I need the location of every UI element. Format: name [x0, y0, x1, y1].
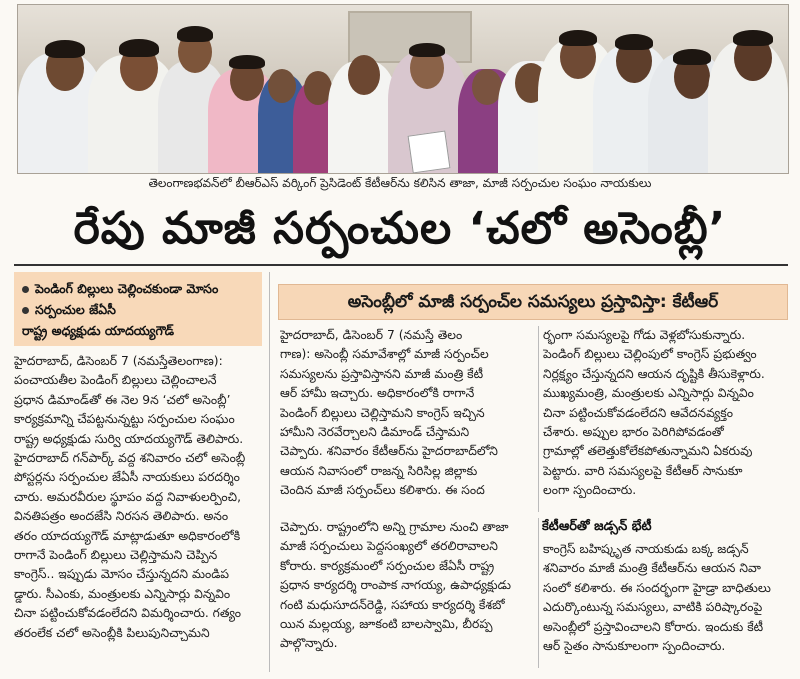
- summary-bullets: [14, 272, 262, 346]
- text-line: పోస్టర్లను సర్పంచుల జేఏసీ నాయకులు పరదర్శిం: [14, 470, 240, 485]
- section-title-judson: కేటీఆర్‌తో జడ్సన్ భేటీ: [542, 519, 652, 534]
- text-line: సమస్యలను ప్రస్తావిస్తానని మాజీ మంత్రి కేటీ: [280, 366, 484, 381]
- text-line: హైదరాబాద్, డిసెంబర్ 7 (నమస్తేతెలంగాణ):: [14, 354, 223, 368]
- mid-article-column: [280, 326, 534, 501]
- text-line: యిన మల్లయ్య, జూకంటి బాలస్వామి, బీరప్ప: [280, 617, 493, 632]
- text-line: ప్రధాన కార్యదర్శి రాంపాక నాగయ్య, ఉపాధ్యక్షుడు: [280, 578, 511, 593]
- headline-rule: [14, 264, 788, 266]
- photo-caption: తెలంగాణభవన్‌లో బీఆర్‌ఎస్ వర్కింగ్ ప్రెసిడెంట్ కేటీఆర్‌ను కలిసిన తాజా, మాజీ సర్పంచుల సంఘం నాయకులు: [148, 176, 652, 190]
- text-line: హైదరాబాద్, డిసెంబర్ 7 (నమస్తే తెలం: [280, 328, 463, 342]
- text-line: నిర్లక్ష్యం చేస్తున్నదని ఆయన దృష్టికి తీసుకెళ్లారు.: [543, 366, 765, 381]
- text-line: గాణ): అసెంబ్లీ సమావేశాల్లో మాజీ సర్పంచ్‌ల: [280, 347, 489, 362]
- text-line: లంగా స్పందించారు.: [543, 483, 637, 498]
- text-line: ప్రధాన డిమాండ్‌తో ఈ నెల 9న ‘చలో అసెంబ్లీ’: [14, 392, 231, 407]
- column-divider: [269, 272, 270, 672]
- text-line: పంచాయతీల పెండింగ్ బిల్లులు చెల్లించాలనే: [14, 373, 217, 388]
- text-line: చినా పట్టించుకోవడంలేదని ఆవేదనవ్యక్తం: [543, 405, 733, 420]
- left-article-column: [14, 352, 264, 643]
- bullet-item: పెండింగ్ బిల్లులు చెల్లించకుండా మోసం: [22, 278, 254, 299]
- text-line: పాల్గొన్నారు.: [280, 636, 338, 651]
- text-line: ఆయన నివాసంలో రాజన్న సిరిసిల్ల జిల్లాకు: [280, 463, 478, 478]
- text-line: చేశారు. అప్పుల భారం పెరిగిపోవడంతో: [543, 425, 724, 440]
- bullet-dot-icon: [22, 286, 29, 293]
- bullet-item: సర్పంచుల జేఏసీ: [22, 299, 254, 320]
- text-line: కార్యక్రమాన్ని చేపట్టనున్నట్టు సర్పంచుల సంఘం: [14, 412, 235, 427]
- text-line: శనివారం మాజీ మంత్రి కేటీఆర్‌ను ఆయన నివా: [543, 561, 761, 576]
- right-article-column: [543, 326, 788, 501]
- headline: రేపు మాజీ సర్పంచుల ‘చలో అసెంబ్లీ’: [73, 203, 727, 254]
- text-line: కోరారు. కార్యక్రమంలో సర్పంచుల జేఏసీ రాష్ట్ర: [280, 558, 495, 573]
- text-line: ఆర్ సైతం సానుకూలంగా స్పందించారు.: [543, 639, 726, 654]
- text-line: చెందిన మాజీ సర్పంచ్‌లు కలిశారు. ఈ సంద: [280, 483, 485, 498]
- text-line: మాజీ సర్పంచులు పెద్దసంఖ్యలో తరలిరావాలని: [280, 539, 498, 554]
- text-line: చారు. అమరవీరుల స్థూపం వద్ద నివాళులర్పించి,: [14, 489, 241, 504]
- text-line: హామీని నెరవేర్చాలని డిమాండ్ చేస్తామని: [280, 425, 470, 440]
- text-line: ముఖ్యమంత్రి, మంత్రులకు ఎన్నిసార్లు విన్నవిం: [543, 386, 754, 401]
- lower-mid-article-column: [280, 518, 534, 654]
- ktr-subheadline: అసెంబ్లీలో మాజీ సర్పంచ్‌ల సమస్యలు ప్రస్తావిస్తా: కేటీఆర్: [278, 284, 788, 320]
- news-photo: [17, 4, 789, 174]
- judson-article-column: [543, 540, 788, 656]
- text-line: పెండింగ్ బిల్లులు చెల్లిస్తామని కాంగ్రెస్ ఇచ్చిన: [280, 405, 485, 420]
- text-line: పెట్టారు. వారి సమస్యలపై కేటీఆర్ సానుకూ: [543, 463, 743, 478]
- text-line: ర్భంగా సమస్యలపై గోడు వెళ్లబోసుకున్నారు.: [543, 328, 746, 342]
- text-line: చినా పట్టించుకోవడంలేదని విమర్శించారు. గత్యం: [14, 606, 241, 621]
- text-line: తరంలేక చలో అసెంబ్లీకి పిలుపునిచ్చామని: [14, 625, 210, 640]
- bullet-dot-icon: [22, 307, 29, 314]
- text-line: చెప్పారు. రాష్ట్రంలోని అన్ని గ్రామాల నుంచి తాజా: [280, 520, 509, 534]
- text-line: కాంగ్రెస్.. ఇప్పుడు మోసం చేస్తున్నదని మండిప: [14, 567, 230, 582]
- text-line: సంలో కలిశారు. ఈ సందర్భంగా హైడ్రా బాధితులు: [543, 580, 771, 595]
- text-line: తరం యాదయ్యగౌడ్ మాట్లాడుతూ అధికారంలోకి: [14, 528, 241, 543]
- text-line: వినతిపత్రం అందజేసి నిరసన తెలిపారు. అనం: [14, 509, 229, 524]
- text-line: ఎదుర్కొంటున్న సమస్యలు, వాటికి పరిష్కారంపై: [543, 600, 763, 615]
- text-line: కాంగ్రెస్ బహిష్కృత నాయకుడు బక్క జడ్సన్: [543, 542, 749, 556]
- text-line: గంటి మధుసూదన్‌రెడ్డి, సహాయ కార్యదర్శి కేశబో: [280, 597, 505, 612]
- column-divider: [538, 518, 539, 668]
- text-line: పెండింగ్ బిల్లులు చెల్లింపులో కాంగ్రెస్ ప్రభుత్వం: [543, 347, 757, 362]
- column-divider: [538, 326, 539, 512]
- text-line: చెప్పారు. శనివారం కేటీఆర్‌ను హైదరాబాద్‌లోని: [280, 444, 498, 459]
- text-line: అసెంబ్లీలో ప్రస్తావించాలని కోరారు. ఇందుకు కేటీ: [543, 619, 764, 634]
- text-line: గ్రామాల్లో తలెత్తుకోలేకపోతున్నామని ఏకరువు: [543, 444, 753, 459]
- text-line: రాగానే పెండింగ్ బిల్లులు చెల్లిస్తామని చెప్పిన: [14, 548, 218, 563]
- text-line: డ్డారు. సీఎంకు, మంత్రులకు ఎన్నిసార్లు విన్నవిం: [14, 586, 231, 601]
- text-line: హైదరాబాద్ గన్‌పార్క్ వద్ద శనివారం చలో అసెంబ్లీ: [14, 451, 246, 466]
- memorandum-paper: [408, 131, 451, 174]
- bullet-item: రాష్ట్ర అధ్యక్షుడు యాదయ్యగౌడ్: [22, 323, 174, 338]
- text-line: ఆర్ హామీ ఇచ్చారు. అధికారంలోకి రాగానే: [280, 386, 475, 401]
- text-line: రాష్ట్ర అధ్యక్షుడు సుర్వి యాదయ్యగౌడ్ తెలిపారు.: [14, 431, 244, 446]
